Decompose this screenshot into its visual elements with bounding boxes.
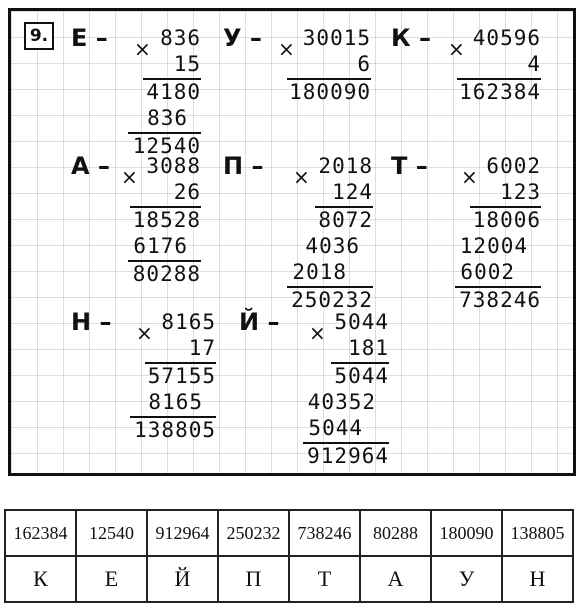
answer-number-cell: 180090 — [431, 510, 502, 556]
multiply-sign: × — [136, 321, 153, 345]
partial-product: 2018 — [292, 260, 347, 284]
multiplicand: 40596 — [472, 26, 541, 50]
partial-product: 6002 — [460, 260, 515, 284]
partial-product: 18528 — [132, 208, 201, 232]
answer-letter-cell: А — [360, 556, 431, 602]
answer-number-cell: 162384 — [5, 510, 76, 556]
answer-number-cell: 738246 — [289, 510, 360, 556]
multiplier: 15 — [173, 52, 201, 76]
answer-number-cell: 12540 — [76, 510, 147, 556]
answer-letter-cell: Е — [76, 556, 147, 602]
product-result: 12540 — [132, 134, 201, 158]
answer-numbers-row — [5, 510, 573, 556]
answer-letter: Т – — [391, 152, 428, 180]
multiplier: 17 — [188, 336, 216, 360]
multiply-sign: × — [448, 37, 465, 61]
answer-number-cell: 138805 — [502, 510, 573, 556]
partial-product: 6176 — [133, 234, 188, 258]
answer-table — [4, 509, 574, 603]
answer-number-cell: 80288 — [360, 510, 431, 556]
product-result: 250232 — [291, 288, 373, 312]
multiplicand: 3088 — [146, 154, 201, 178]
multiply-sign: × — [134, 37, 151, 61]
multiplicand: 2018 — [318, 154, 373, 178]
answer-letter: К – — [391, 24, 431, 52]
product-result: 80288 — [132, 262, 201, 286]
product-result: 162384 — [459, 80, 541, 104]
answer-letter-cell: Й — [147, 556, 218, 602]
multiplier: 124 — [332, 180, 373, 204]
product-result: 180090 — [289, 80, 371, 104]
multiply-sign: × — [121, 165, 138, 189]
answer-letter: Й – — [239, 308, 280, 336]
answer-letters-row — [5, 556, 573, 602]
exercise-panel — [8, 8, 576, 476]
multiplicand: 8165 — [161, 310, 216, 334]
answer-letter-cell: К — [5, 556, 76, 602]
multiplicand: 30015 — [302, 26, 371, 50]
answer-letter-cell: У — [431, 556, 502, 602]
partial-product: 18006 — [472, 208, 541, 232]
partial-product: 4180 — [146, 80, 201, 104]
multiply-sign: × — [309, 321, 326, 345]
partial-product: 57155 — [147, 364, 216, 388]
multiplier: 181 — [348, 336, 389, 360]
product-result: 138805 — [134, 418, 216, 442]
answer-letter-cell: Н — [502, 556, 573, 602]
partial-product: 8165 — [148, 390, 203, 414]
multiplier: 26 — [173, 180, 201, 204]
answer-letter-cell: Т — [289, 556, 360, 602]
multiplier: 6 — [357, 52, 371, 76]
answer-letter-cell: П — [218, 556, 289, 602]
answer-letter: А – — [71, 152, 110, 180]
multiplicand: 6002 — [486, 154, 541, 178]
multiplier: 4 — [527, 52, 541, 76]
partial-product: 5044 — [334, 364, 389, 388]
task-number: 9. — [24, 22, 54, 50]
answer-letter: Н – — [71, 308, 112, 336]
answer-number-cell: 250232 — [218, 510, 289, 556]
partial-product: 836 — [147, 106, 188, 130]
partial-product: 4036 — [305, 234, 360, 258]
multiplicand: 836 — [160, 26, 201, 50]
partial-product: 5044 — [308, 416, 363, 440]
answer-letter: П – — [223, 152, 264, 180]
multiplicand: 5044 — [334, 310, 389, 334]
partial-product: 12004 — [459, 234, 528, 258]
product-result: 738246 — [459, 288, 541, 312]
partial-product: 40352 — [307, 390, 376, 414]
partial-product: 8072 — [318, 208, 373, 232]
multiplier: 123 — [500, 180, 541, 204]
product-result: 912964 — [307, 444, 389, 468]
multiply-sign: × — [461, 165, 478, 189]
answer-letter: У – — [223, 24, 262, 52]
answer-letter: Е – — [71, 24, 108, 52]
answer-number-cell: 912964 — [147, 510, 218, 556]
multiply-sign: × — [293, 165, 310, 189]
multiply-sign: × — [278, 37, 295, 61]
